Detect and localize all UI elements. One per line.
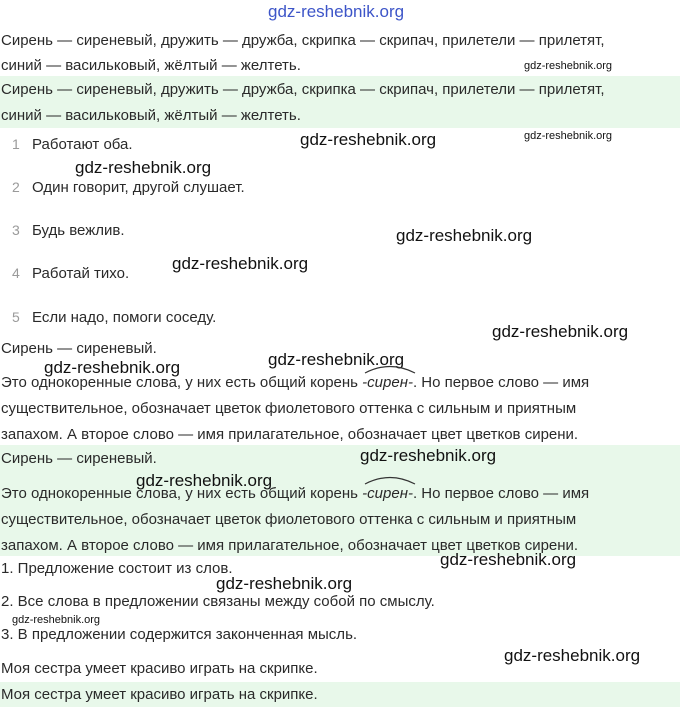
list-item: Будь вежлив. [32,222,125,239]
text-line: синий — васильковый, жёлтый — желтеть. [1,107,301,124]
rule-item: 2. Все слова в предложении связаны между собой по смыслу. [1,593,435,610]
text-line: существительное, обозначает цветок фиолетового оттенка с сильным и приятным [1,511,577,528]
list-item: Если надо, помоги соседу. [32,309,217,326]
watermark: gdz-reshebnik.org [268,350,405,369]
root-arc-icon [364,364,416,374]
word-root: -сирен- [362,373,413,393]
text-line: запахом. А второе слово — имя прилагательное, обозначает цвет цветков сирени. [1,426,579,443]
watermark: gdz-reshebnik.org [360,446,497,465]
list-number: 5 [12,309,20,325]
text-line: запахом. А второе слово — имя прилагательное, обозначает цвет цветков сирени. [1,537,579,554]
rule-item: 3. В предложении содержится законченная мысль. [1,626,358,643]
watermark: gdz-reshebnik.org [524,60,613,72]
text-line: Сирень — сиреневый, дружить — дружба, скрипка — скрипач, прилетели — прилетят, [1,81,605,98]
watermark: gdz-reshebnik.org [396,226,533,245]
text-line: Моя сестра умеет красиво играть на скрипке. [1,660,318,677]
list-number: 1 [12,136,20,152]
watermark: gdz-reshebnik.org [136,471,273,490]
watermark: gdz-reshebnik.org [12,614,101,626]
watermark: gdz-reshebnik.org [44,358,181,377]
text-line: Сирень — сиреневый. [1,450,157,467]
watermark: gdz-reshebnik.org [492,322,629,341]
list-item: Работают оба. [32,136,133,153]
list-number: 3 [12,222,20,238]
list-number: 2 [12,179,20,195]
word-root: -сирен- [362,484,413,504]
watermark: gdz-reshebnik.org [268,2,405,21]
text-line: Сирень — сиреневый. [1,340,157,357]
text-line: существительное, обозначает цветок фиолетового оттенка с сильным и приятным [1,400,577,417]
list-number: 4 [12,265,20,281]
text-line: Это однокоренные слова, у них есть общий корень -сирен-. Но первое слово — имя [1,484,589,504]
text-line: Моя сестра умеет красиво играть на скрипке. [1,686,318,703]
watermark: gdz-reshebnik.org [524,130,613,142]
watermark: gdz-reshebnik.org [504,646,641,665]
watermark: gdz-reshebnik.org [75,158,212,177]
text-line: Это однокоренные слова, у них есть общий корень -сирен-. Но первое слово — имя [1,373,589,393]
list-item: Работай тихо. [32,265,130,282]
watermark: gdz-reshebnik.org [300,130,437,149]
watermark: gdz-reshebnik.org [216,574,353,593]
text-line: синий — васильковый, жёлтый — желтеть. [1,57,301,74]
text-line: Сирень — сиреневый, дружить — дружба, скрипка — скрипач, прилетели — прилетят, [1,32,605,49]
root-arc-icon [364,475,416,485]
list-item: Один говорит, другой слушает. [32,179,245,196]
watermark: gdz-reshebnik.org [440,550,577,569]
rule-item: 1. Предложение состоит из слов. [1,560,233,577]
watermark: gdz-reshebnik.org [172,254,309,273]
